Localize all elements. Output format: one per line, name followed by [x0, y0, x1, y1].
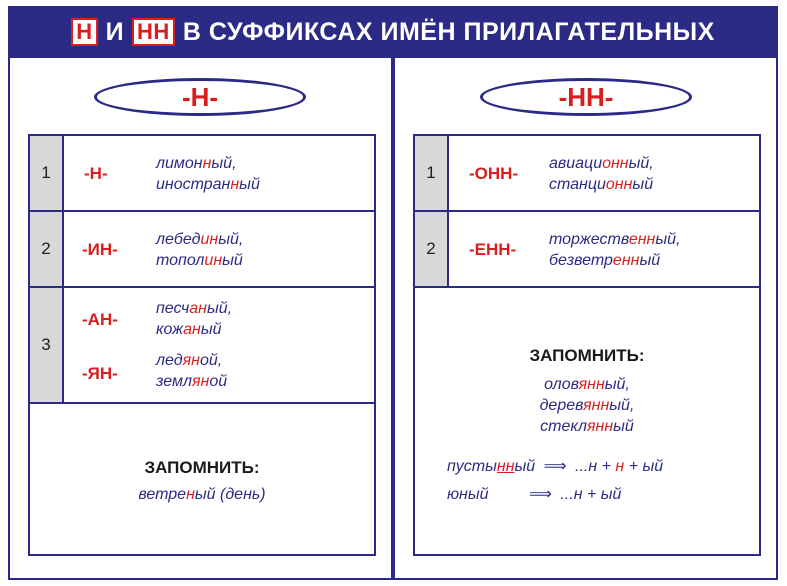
table-row	[30, 136, 374, 212]
remember-words: оловянный, деревянный, стеклянный	[539, 376, 635, 435]
suffix-label: -ЕНН-	[469, 240, 517, 259]
suffix-label: -АН-	[82, 310, 118, 329]
center-divider	[391, 58, 395, 580]
arrow-icon: ⟹	[528, 486, 552, 503]
title-box-nn: НН	[132, 18, 175, 46]
pill-n-label: -Н-	[181, 81, 219, 112]
example-words: лимонный, иностранный	[156, 155, 260, 193]
remember-heading: ЗАПОМНИТЬ:	[144, 458, 260, 477]
suffix-label: -Н-	[84, 164, 108, 183]
remember-example: ветреный (день)	[138, 486, 266, 503]
table-row	[30, 212, 374, 288]
title-rest: В СУФФИКСАХ ИМЁН ПРИЛАГАТЕЛЬНЫХ	[182, 17, 715, 46]
row-number: 1	[30, 136, 64, 210]
example-words: торжественный, безветренный	[549, 231, 681, 269]
remember-heading: ЗАПОМНИТЬ:	[529, 346, 645, 365]
arrow-icon: ⟹	[543, 458, 567, 475]
pill-n	[94, 78, 306, 116]
example-words: песчаный, кожаный	[156, 300, 233, 338]
header-bar	[8, 6, 778, 58]
row-number: 3	[30, 288, 64, 402]
table-row	[415, 136, 759, 212]
example-words: ледяной, земляной	[156, 352, 228, 390]
table-row	[415, 212, 759, 288]
pill-nn	[480, 78, 692, 116]
page-title	[71, 18, 715, 47]
example-words: лебединый, тополиный	[156, 231, 244, 269]
pill-nn-label: -НН-	[558, 81, 614, 112]
title-and: И	[105, 17, 125, 46]
table-row	[30, 288, 374, 404]
table-nn	[413, 134, 761, 556]
example-words: авиационный, станционный	[549, 155, 654, 193]
rule-yuny: юный ⟹ ...н + ый	[447, 486, 622, 503]
table-n	[28, 134, 376, 556]
rule-pustynny: пустынный ⟹ ...н + н + ый	[447, 458, 664, 475]
suffix-label: -ЯН-	[82, 364, 118, 383]
title-box-n: Н	[71, 18, 97, 46]
suffix-label: -ИН-	[82, 240, 118, 259]
row-number: 1	[415, 136, 449, 210]
row-number: 2	[30, 212, 64, 286]
suffix-label: -ОНН-	[469, 164, 519, 183]
row-number: 2	[415, 212, 449, 286]
